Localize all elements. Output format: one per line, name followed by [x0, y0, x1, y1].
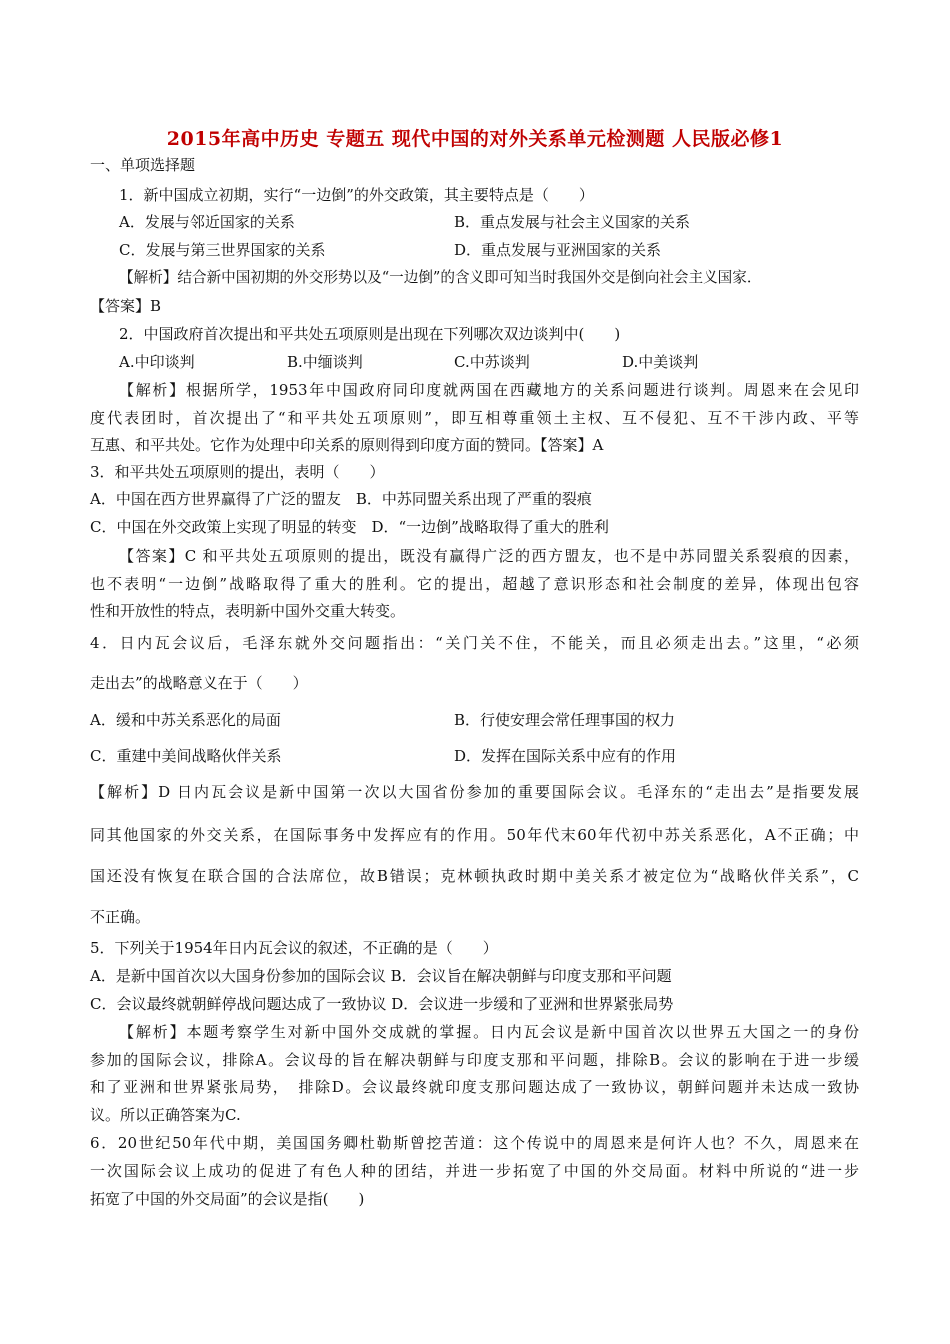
q1-stem: 1．新中国成立初期，实行“一边倒”的外交政策，其主要特点是（ ）: [119, 186, 594, 204]
q1-option-c: C．发展与第三世界国家的关系: [119, 241, 326, 259]
q2-option-c: C.中苏谈判: [454, 353, 530, 371]
q5-analysis-line: 参加的国际会议，排除A。会议母的旨在解决朝鲜与印度支那和平问题，排除B。会议的影响在于进一步缓: [90, 1051, 859, 1069]
q2-stem: 2．中国政府首次提出和平共处五项原则是出现在下列哪次双边谈判中( ): [119, 325, 621, 343]
q3-answer-line: 【答案】C 和平共处五项原则的提出，既没有赢得广泛的西方盟友，也不是中苏同盟关系裂痕的因素，: [119, 547, 859, 565]
q5-options-ab: A．是新中国首次以大国身份参加的国际会议 B．会议旨在解决朝鲜与印度支那和平问题: [90, 967, 672, 985]
q3-options-ab: A．中国在西方世界赢得了广泛的盟友 B．中苏同盟关系出现了严重的裂痕: [90, 490, 592, 508]
q5-options-cd: C．会议最终就朝鲜停战问题达成了一致协议 D．会议进一步缓和了亚洲和世界紧张局势: [90, 995, 674, 1013]
q4-analysis-line: 同其他国家的外交关系，在国际事务中发挥应有的作用。50年代末60年代初中苏关系恶化，A不正确；中: [90, 826, 859, 844]
q1-option-d: D．重点发展与亚洲国家的关系: [454, 241, 662, 259]
q4-stem-line: 走出去”的战略意义在于（ ）: [90, 674, 308, 692]
q3-answer-line: 也不表明“一边倒”战略取得了重大的胜利。它的提出，超越了意识形态和社会制度的差异，体现出包容: [90, 575, 859, 593]
q2-analysis-line: 度代表团时，首次提出了“和平共处五项原则”，即互相尊重领土主权、互不侵犯、互不干涉内政、平等: [90, 409, 859, 427]
q1-option-b: B．重点发展与社会主义国家的关系: [454, 213, 691, 231]
q5-analysis-line: 议。所以正确答案为C.: [90, 1106, 241, 1124]
q2-analysis-line: 【解析】根据所学，1953年中国政府同印度就两国在西藏地方的关系问题进行谈判。周恩来在会见印: [119, 381, 859, 399]
q1-option-a: A．发展与邻近国家的关系: [119, 213, 295, 231]
q1-analysis: 【解析】结合新中国初期的外交形势以及“一边倒”的含义即可知当时我国外交是倒向社会主义国家．: [119, 269, 762, 286]
q4-option-b: B．行使安理会常任理事国的权力: [454, 711, 676, 729]
q2-option-a: A.中印谈判: [119, 353, 195, 371]
section-heading: 一、单项选择题: [90, 156, 196, 174]
q4-analysis-line: 不正确。: [90, 908, 151, 926]
q4-analysis-line: 【解析】D 日内瓦会议是新中国第一次以大国省份参加的重要国际会议。毛泽东的“走出去”是指要发展: [90, 783, 859, 801]
q5-analysis-line: 和了亚洲和世界紧张局势， 排除D。会议最终就印度支那问题达成了一致协议，朝鲜问题并未达成一致协: [90, 1078, 859, 1096]
document-title: 2015年高中历史 专题五 现代中国的对外关系单元检测题 人民版必修1: [166, 128, 784, 150]
q2-option-b: B.中缅谈判: [287, 353, 363, 371]
q3-options-cd: C．中国在外交政策上实现了明显的转变 D．“一边倒”战略取得了重大的胜利: [90, 518, 609, 536]
q1-answer: 【答案】B: [90, 297, 162, 315]
q4-option-a: A．缓和中苏关系恶化的局面: [90, 711, 281, 729]
q4-stem-line: 4．日内瓦会议后，毛泽东就外交问题指出：“关门关不住，不能关，而且必须走出去。”这里，“必须: [90, 634, 859, 652]
q4-analysis-line: 国还没有恢复在联合国的合法席位，故B错误；克林顿执政时期中美关系才被定位为“战略伙伴关系”，C: [90, 867, 859, 885]
q6-stem-line: 拓宽了中国的外交局面”的会议是指( ): [90, 1190, 365, 1208]
q4-option-c: C．重建中美间战略伙伴关系: [90, 747, 282, 765]
q6-stem-line: 6．20世纪50年代中期，美国国务卿杜勒斯曾挖苦道：这个传说中的周恩来是何许人也？不久，周恩来在: [90, 1134, 859, 1152]
q3-stem: 3．和平共处五项原则的提出，表明（ ）: [90, 463, 385, 481]
q3-answer-line: 性和开放性的特点，表明新中国外交重大转变。: [90, 602, 406, 620]
q4-option-d: D．发挥在国际关系中应有的作用: [454, 747, 677, 765]
q2-option-d: D.中美谈判: [622, 353, 699, 371]
q6-stem-line: 一次国际会议上成功的促进了有色人种的团结，并进一步拓宽了中国的外交局面。材料中所说的“进一步: [90, 1162, 859, 1180]
q5-analysis-line: 【解析】本题考察学生对新中国外交成就的掌握。日内瓦会议是新中国首次以世界五大国之一的身份: [119, 1023, 859, 1041]
q2-analysis-line: 互惠、和平共处。它作为处理中印关系的原则得到印度方面的赞同。【答案】A: [90, 436, 604, 454]
q5-stem: 5．下列关于1954年日内瓦会议的叙述，不正确的是（ ）: [90, 939, 498, 957]
